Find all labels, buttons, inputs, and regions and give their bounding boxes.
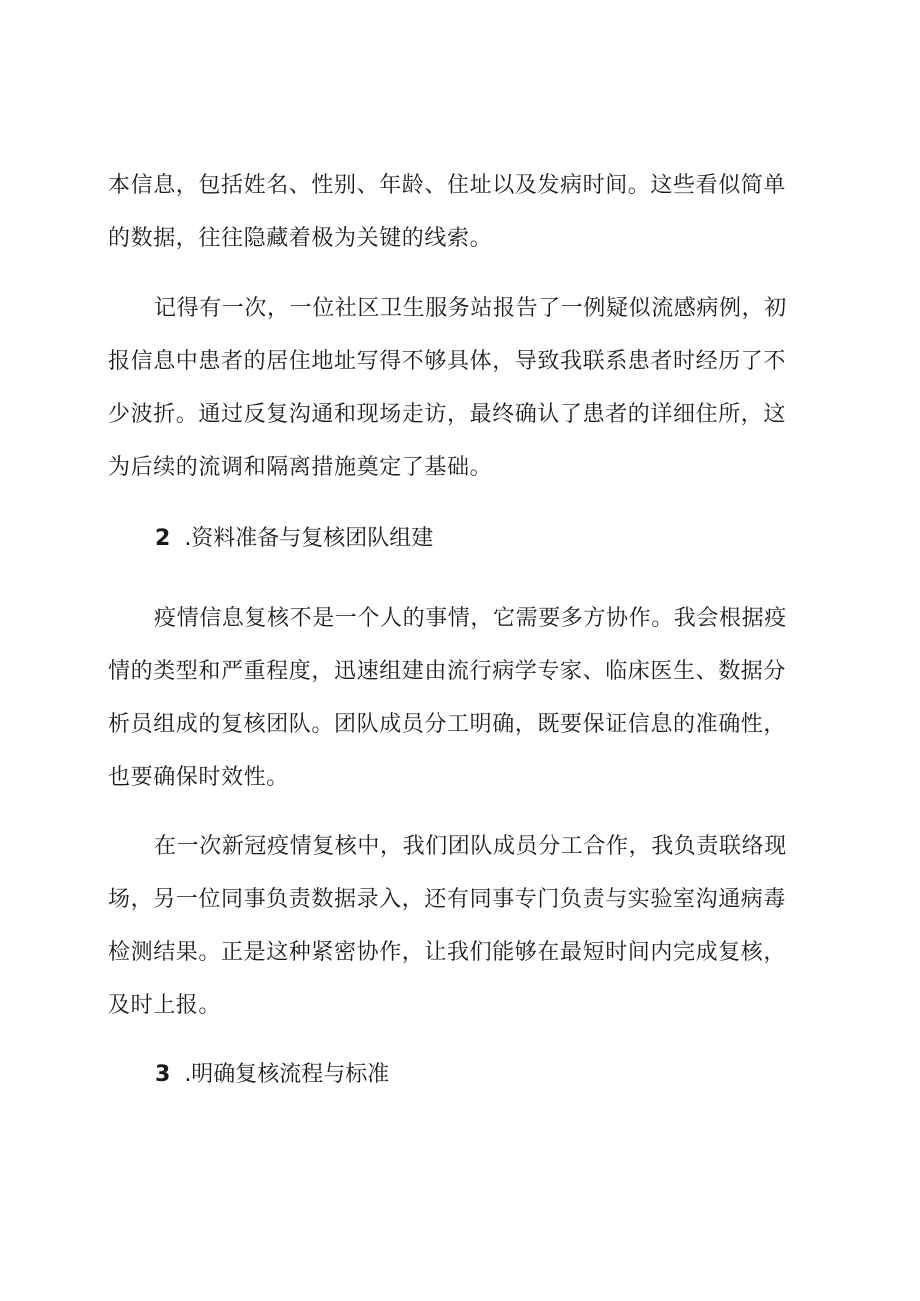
paragraph-line: 报信息中患者的居住地址写得不够具体，导致我联系患者时经历了不 <box>108 349 787 374</box>
paragraph-line: 检测结果。正是这种紧密协作，让我们能够在最短时间内完成复核， <box>108 940 787 965</box>
paragraph-line: 也要确保时效性。 <box>108 765 289 790</box>
paragraph-line: 及时上报。 <box>108 993 222 1018</box>
section-number: 3 <box>155 1062 171 1087</box>
section-number: 2 <box>155 526 171 551</box>
paragraph-line: 场，另一位同事负责数据录入，还有同事专门负责与实验室沟通病毒 <box>108 887 787 912</box>
section-title: .明确复核流程与标准 <box>184 1062 390 1087</box>
paragraph-line: 本信息，包括姓名、性别、年龄、住址以及发病时间。这些看似简单 <box>108 173 787 198</box>
section-heading-2 <box>155 524 433 554</box>
paragraph-line: 在一次新冠疫情复核中，我们团队成员分工合作，我负责联络现 <box>154 834 787 859</box>
paragraph-line: 少波折。通过反复沟通和现场走访，最终确认了患者的详细住所，这 <box>108 402 787 427</box>
paragraph-line: 记得有一次，一位社区卫生服务站报告了一例疑似流感病例，初 <box>154 296 787 321</box>
paragraph-line: 析员组成的复核团队。团队成员分工明确，既要保证信息的准确性， <box>108 712 787 737</box>
paragraph-line: 的数据，往往隐藏着极为关键的线索。 <box>108 226 493 251</box>
paragraph-line: 情的类型和严重程度，迅速组建由流行病学专家、临床医生、数据分 <box>108 659 787 684</box>
paragraph-line: 为后续的流调和隔离措施奠定了基础。 <box>108 455 493 480</box>
section-title: .资料准备与复核团队组建 <box>184 526 434 551</box>
section-heading-3 <box>155 1060 389 1090</box>
paragraph-line: 疫情信息复核不是一个人的事情，它需要多方协作。我会根据疫 <box>154 606 787 631</box>
